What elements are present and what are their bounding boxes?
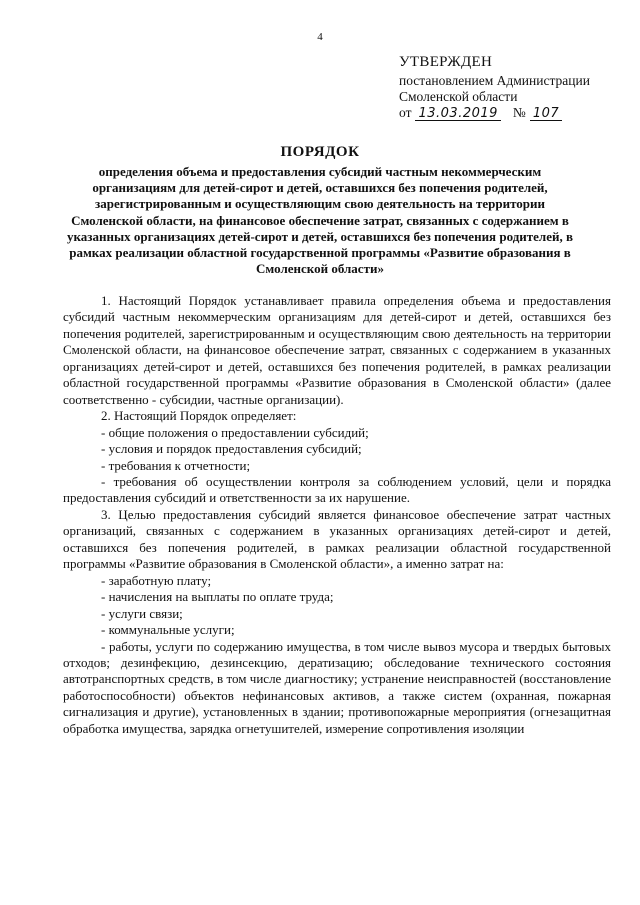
list-item: - условия и порядок предоставления субсидий;	[101, 441, 362, 457]
handwritten-number: 107	[530, 107, 562, 121]
paragraph-3: 3. Целью предоставления субсидий является финансовое обеспечение затрат частных организаций, связанных с содержанием в указанных организациях детей-сирот и детей, оставшихся без попечения родителей, в рамках реализации областной государственной программы «Развитие образования в Смоленской области», а именно затрат на:	[63, 506, 611, 572]
list-item: - услуги связи;	[101, 605, 183, 621]
approval-stamp	[399, 54, 590, 121]
list-item: - заработную плату;	[101, 572, 212, 588]
approval-date-row	[399, 105, 590, 121]
number-label: №	[512, 105, 526, 120]
list-item: - требования к отчетности;	[101, 457, 251, 473]
list-item: - работы, услуги по содержанию имущества, в том числе вывоз мусора и твердых бытовых отходов; дезинфекцию, дезинсекцию, дератизацию; обследование технического состояния автотранспортных средств, в том числе диагностику; устранение неисправностей (восстановление работоспособности) объектов нефинансовых активов, а также систем (охранная, пожарная сигнализация и другие), установленных в здании; противопожарные мероприятия (огнезащитная обработка имущества, зарядка огнетушителей, измерение сопротивления изоляции	[63, 638, 611, 736]
list-item: - общие положения о предоставлении субсидий;	[101, 424, 369, 440]
list-item: - коммунальные услуги;	[101, 622, 235, 638]
approval-heading: УТВЕРЖДЕН	[399, 54, 493, 70]
approval-line-2: Смоленской области	[399, 89, 518, 104]
page-number: 4	[317, 31, 323, 43]
document-title: ПОРЯДОК	[280, 144, 360, 160]
list-item: - требования об осуществлении контроля за соблюдением условий, цели и порядка предоставления субсидий и ответственности за их нарушение.	[63, 473, 611, 506]
handwritten-date: 13.03.2019	[415, 107, 500, 121]
paragraph-1: 1. Настоящий Порядок устанавливает правила определения объема и предоставления субсидий частным некоммерческим организациям для детей-сирот и детей, оставшихся без попечения родителей, зарегистрированным и осуществляющим свою деятельность на территории Смоленской области, на финансовое обеспечение затрат, связанных с содержанием в указанных организациях детей-сирот и детей, оставшихся без попечения родителей, в рамках реализации областной государственной программы «Развитие образования в Смоленской области» (далее соответственно - субсидии, частные организации).	[63, 293, 611, 407]
paragraph-2: 2. Настоящий Порядок определяет:	[101, 408, 297, 424]
document-subtitle: определения объема и предоставления субсидий частным некоммерческим организациям для детей-сирот и детей, оставшихся без попечения родителей, зарегистрированным и осуществляющим свою деятельность на территории Смоленской области, на финансовое обеспечение затрат, связанных с содержанием в указанных организациях детей-сирот и детей, оставшихся без попечения родителей, в рамках реализации областной государственной программы «Развитие образования в Смоленской области»	[66, 164, 573, 277]
approval-line-1: постановлением Администрации	[399, 73, 590, 88]
document-body	[63, 293, 611, 737]
list-item: - начисления на выплаты по оплате труда;	[101, 589, 334, 605]
date-prefix: от	[399, 105, 412, 120]
